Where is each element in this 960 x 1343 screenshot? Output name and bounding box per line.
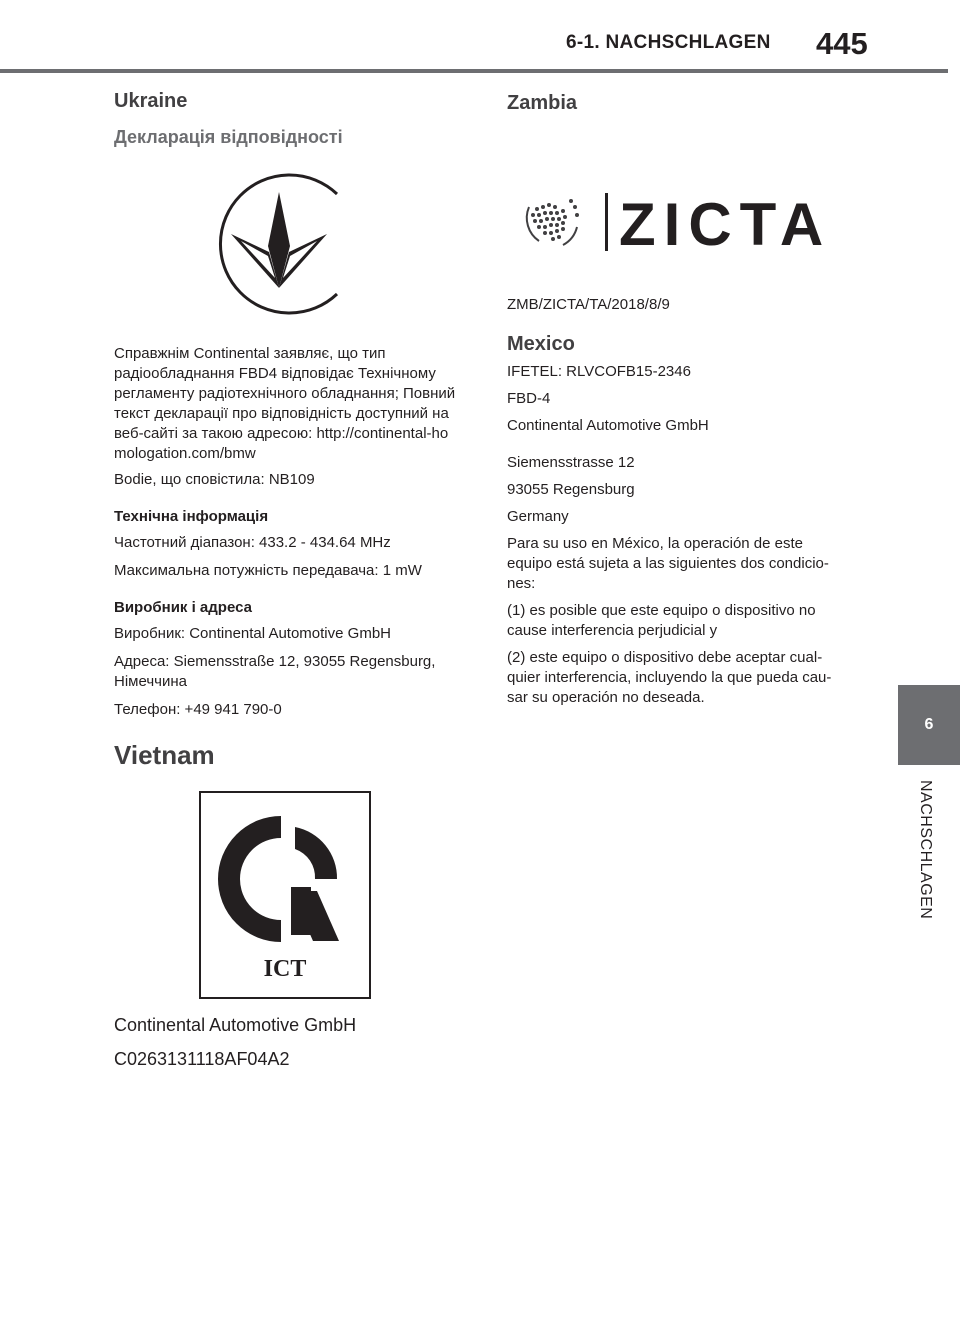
- left-column: [114, 90, 459, 1071]
- ukrsepro-mark-icon: [209, 168, 349, 320]
- mexico-company: Continental Automotive GmbH: [507, 417, 709, 434]
- mexico-ifetel: IFETEL: RLVCOFB15-2346: [507, 363, 691, 380]
- ukraine-url: http://continental-homologation.com/bmw: [114, 425, 449, 462]
- right-column: [507, 92, 852, 708]
- ict-quality-mark-icon: [199, 791, 371, 999]
- mexico-city: 93055 Regensburg: [507, 481, 635, 498]
- mexico-intro: Para su uso en México, la operación de este equipo está sujeta a las siguientes dos condicio-nes:: [507, 535, 829, 592]
- manufacturer-name: Виробник: Continental Automotive GmbH: [114, 625, 391, 642]
- max-power: Максимальна потужність передавача: 1 mW: [114, 562, 422, 579]
- mexico-heading: Mexico: [507, 333, 575, 355]
- ukraine-notified-body: Bodie, що сповістила: NB109: [114, 471, 315, 488]
- ukraine-heading: Ukraine: [114, 90, 188, 112]
- mexico-condition-1: (1) es posible que este equipo o dispositivo no cause interferencia perjudicial y: [507, 602, 816, 639]
- ukraine-declaration: Справжнім Continental заявляє, що тип радіообладнання FBD4 відповідає Технічному регламенту радіотехнічного обладнання; Повний текст декларації про відповідність доступний на веб-сайті за такою адресою:: [114, 345, 456, 442]
- zicta-logo-text: ZICTA: [619, 191, 832, 255]
- zicta-logo-icon: [519, 187, 849, 255]
- ukraine-subtitle: Декларація відповідності: [114, 127, 343, 147]
- manufacturer-phone: Телефон: +49 941 790-0: [114, 701, 282, 718]
- zambia-approval: ZMB/ZICTA/TA/2018/8/9: [507, 296, 670, 313]
- manufacturer-heading: Виробник і адреса: [114, 599, 252, 616]
- mexico-model: FBD-4: [507, 390, 551, 407]
- zambia-heading: Zambia: [507, 92, 578, 114]
- page-number: 445: [816, 26, 868, 61]
- vietnam-heading: Vietnam: [114, 740, 215, 770]
- ict-logo-text: ICT: [263, 956, 307, 982]
- mexico-street: Siemensstrasse 12: [507, 454, 635, 471]
- running-header-section: 6-1. NACHSCHLAGEN: [566, 32, 771, 53]
- chapter-tab: [898, 685, 960, 765]
- chapter-number: 6: [924, 716, 934, 733]
- header-divider: [0, 69, 948, 73]
- vietnam-company: Continental Automotive GmbH: [114, 1015, 357, 1035]
- mexico-country: Germany: [507, 508, 569, 525]
- chapter-side-label: NACHSCHLAGEN: [917, 780, 934, 920]
- tech-info-heading: Технічна інформація: [114, 508, 269, 525]
- mexico-condition-2: (2) este equipo o dispositivo debe aceptar cual-quier interferencia, incluyendo la que pueda cau-sar su operación no deseada.: [507, 649, 832, 706]
- vietnam-code: C0263131118AF04A2: [114, 1049, 290, 1069]
- frequency-range: Частотний діапазон: 433.2 - 434.64 MHz: [114, 534, 391, 551]
- manufacturer-address: Адреса: Siemensstraße 12, 93055 Regensburg, Німеччина: [114, 653, 436, 690]
